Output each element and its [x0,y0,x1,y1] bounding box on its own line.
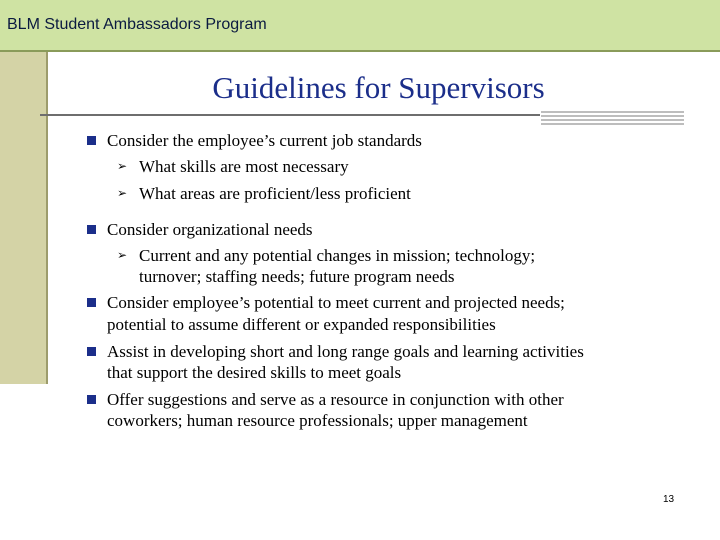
bullet-text: Consider organizational needs [107,220,313,239]
arrow-bullet-icon: ➢ [117,186,128,200]
title-stripes-decoration [541,111,684,127]
bullet-text: Consider employee’s potential to meet current and projected needs; [107,293,565,312]
header-bar [0,0,720,52]
arrow-bullet-icon: ➢ [117,159,128,173]
sub-bullet-text: turnover; staffing needs; future program needs [139,267,455,286]
square-bullet-icon [87,395,96,404]
bullet-text: Assist in developing short and long range goals and learning activities [107,342,584,361]
bullet-text: Consider the employee’s current job standards [107,131,422,150]
bullet-text: that support the desired skills to meet goals [107,363,402,382]
sub-bullet-text: What areas are proficient/less proficient [139,184,411,203]
bullet-text: potential to assume different or expanded responsibilities [107,315,496,334]
title-underline [40,114,540,116]
header-title: BLM Student Ambassadors Program [7,16,267,33]
sub-bullet-text: Current and any potential changes in mission; technology; [139,246,536,265]
square-bullet-icon [87,298,96,307]
square-bullet-icon [87,347,96,356]
bullet-text: Offer suggestions and serve as a resource in conjunction with other [107,390,564,409]
bullet-text: coworkers; human resource professionals; upper management [107,411,528,430]
square-bullet-icon [87,225,96,234]
slide-title: Guidelines for Supervisors [212,70,545,105]
square-bullet-icon [87,136,96,145]
sub-bullet-text: What skills are most necessary [139,157,349,176]
page-number: 13 [663,494,675,505]
arrow-bullet-icon: ➢ [117,248,128,262]
